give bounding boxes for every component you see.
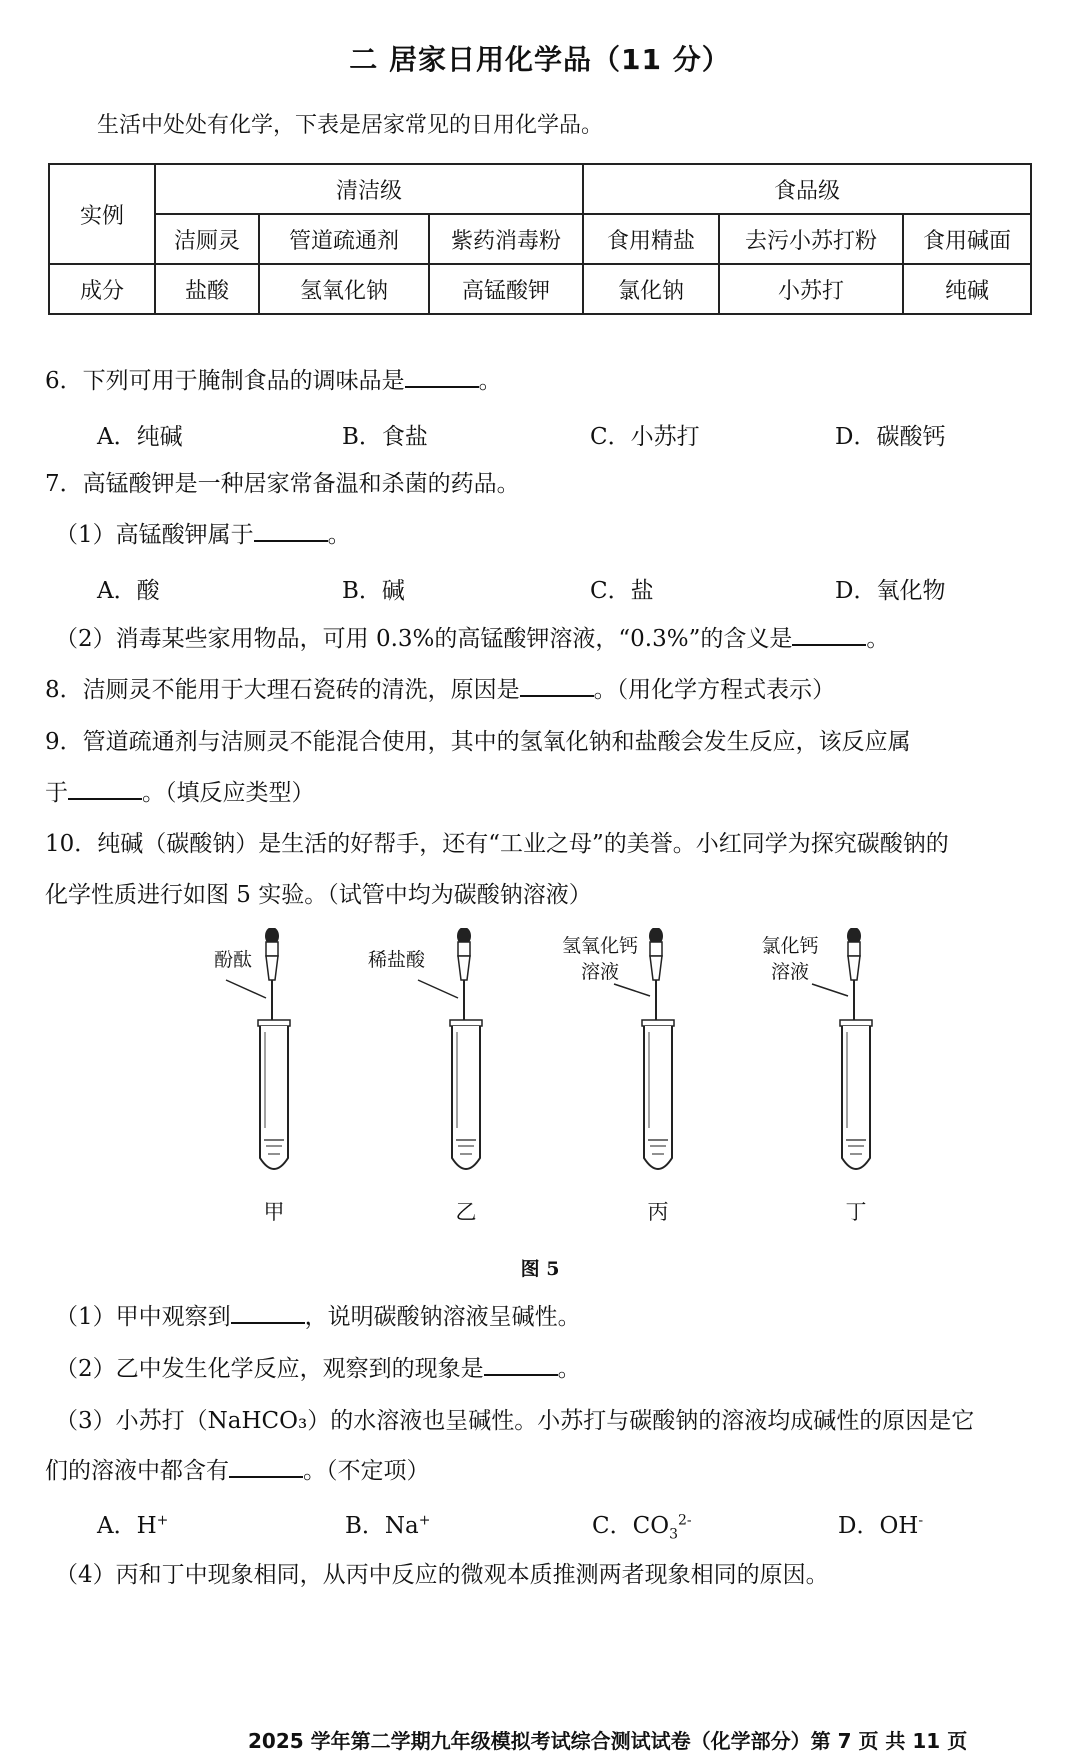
section-title: 二 居家日用化学品（11 分） [349,43,731,76]
example-cell: 食用精盐 [583,214,719,264]
tube-name-bing: 丙 [647,1200,669,1224]
component-cell: 氢氧化钠 [259,264,429,314]
answer-blank[interactable] [68,778,142,800]
q6-option-c[interactable]: C．小苏打 [590,424,700,450]
example-cell: 去污小苏打粉 [719,214,903,264]
tube-name-ding: 丁 [845,1200,867,1224]
chemicals-table [48,163,1032,315]
example-cell: 食用碱面 [903,214,1031,264]
q10-part1: （1）甲中观察到 ，说明碳酸钠溶液呈碱性。 [55,1304,581,1330]
answer-blank[interactable] [229,1456,303,1478]
q6-option-d[interactable]: D．碳酸钙 [835,424,946,450]
reagent-label-cacl2: 氯化钙 溶液 [761,935,819,983]
component-cell: 小苏打 [719,264,903,314]
row-header-example: 实例 [49,164,155,264]
answer-blank[interactable] [520,675,594,697]
q10-option-b[interactable]: B．Na+ [345,1512,431,1539]
q10-part3-line1: （3）小苏打（NaHCO₃）的水溶液也呈碱性。小苏打与碳酸钠的溶液均成碱性的原因是它 [55,1408,975,1434]
answer-blank[interactable] [484,1354,558,1376]
q10-part3-line2: 们的溶液中都含有 。（不定项） [45,1458,430,1484]
figure-caption: 图 5 [520,1258,560,1280]
q9-line1: 9．管道疏通剂与洁厕灵不能混合使用，其中的氢氧化钠和盐酸会发生反应，该反应属 [45,729,911,755]
tube-name-jia: 甲 [263,1200,285,1224]
q10-part4: （4）丙和丁中现象相同，从丙中反应的微观本质推测两者现象相同的原因。 [55,1562,829,1588]
q7-option-c[interactable]: C．盐 [590,578,654,604]
component-cell: 高锰酸钾 [429,264,583,314]
test-tube-ding [798,928,918,1228]
q8-stem: 8．洁厕灵不能用于大理石瓷砖的清洗，原因是 。（用化学方程式表示） [45,677,836,703]
test-tube-yi [408,928,528,1228]
test-tube-jia [216,928,336,1228]
intro-text: 生活中处处有化学，下表是居家常见的日用化学品。 [97,113,604,138]
q10-line2: 化学性质进行如图 5 实验。（试管中均为碳酸钠溶液） [45,882,592,908]
q10-part2: （2）乙中发生化学反应，观察到的现象是 。 [55,1356,581,1382]
q7-option-d[interactable]: D．氧化物 [835,578,946,604]
q9-line2: 于 。（填反应类型） [45,780,315,806]
q7-option-b[interactable]: B．碱 [342,578,405,604]
group-cleaning: 清洁级 [155,164,583,214]
row-header-component: 成分 [49,264,155,314]
answer-blank[interactable] [254,520,328,542]
group-food: 食品级 [583,164,1031,214]
test-tube-bing [600,928,720,1228]
q6-stem: 6．下列可用于腌制食品的调味品是 。 [45,368,502,394]
component-cell: 纯碱 [903,264,1031,314]
q7-part1: （1）高锰酸钾属于 。 [55,522,351,548]
q10-option-d[interactable]: D．OH- [838,1512,924,1539]
q10-line1: 10．纯碱（碳酸钠）是生活的好帮手，还有“工业之母”的美誉。小红同学为探究碳酸钠的 [45,831,949,857]
q6-option-b[interactable]: B．食盐 [342,424,428,450]
page-footer: 2025 学年第二学期九年级模拟考试综合测试试卷（化学部分）第 7 页 共 11 页 [248,1729,968,1753]
example-cell: 管道疏通剂 [259,214,429,264]
answer-blank[interactable] [405,366,479,388]
component-cell: 氯化钠 [583,264,719,314]
q7-part2: （2）消毒某些家用物品，可用 0.3%的高锰酸钾溶液，“0.3%”的含义是 。 [55,626,890,652]
q6-option-a[interactable]: A．纯碱 [97,424,183,450]
reagent-label-caoh2: 氢氧化钙 溶液 [561,935,638,983]
q7-stem: 7．高锰酸钾是一种居家常备温和杀菌的药品。 [45,471,520,497]
q7-option-a[interactable]: A．酸 [97,578,160,604]
example-cell: 洁厕灵 [155,214,259,264]
example-cell: 紫药消毒粉 [429,214,583,264]
tube-name-yi: 乙 [455,1200,477,1224]
reagent-label-phenolphthalein: 酚酞 [214,949,253,971]
answer-blank[interactable] [231,1302,305,1324]
q10-option-a[interactable]: A．H+ [97,1512,169,1539]
component-cell: 盐酸 [155,264,259,314]
q10-option-c[interactable]: C．$CO_3^{2-}$ [592,1512,692,1543]
reagent-label-hcl: 稀盐酸 [368,949,426,971]
answer-blank[interactable] [792,624,866,646]
